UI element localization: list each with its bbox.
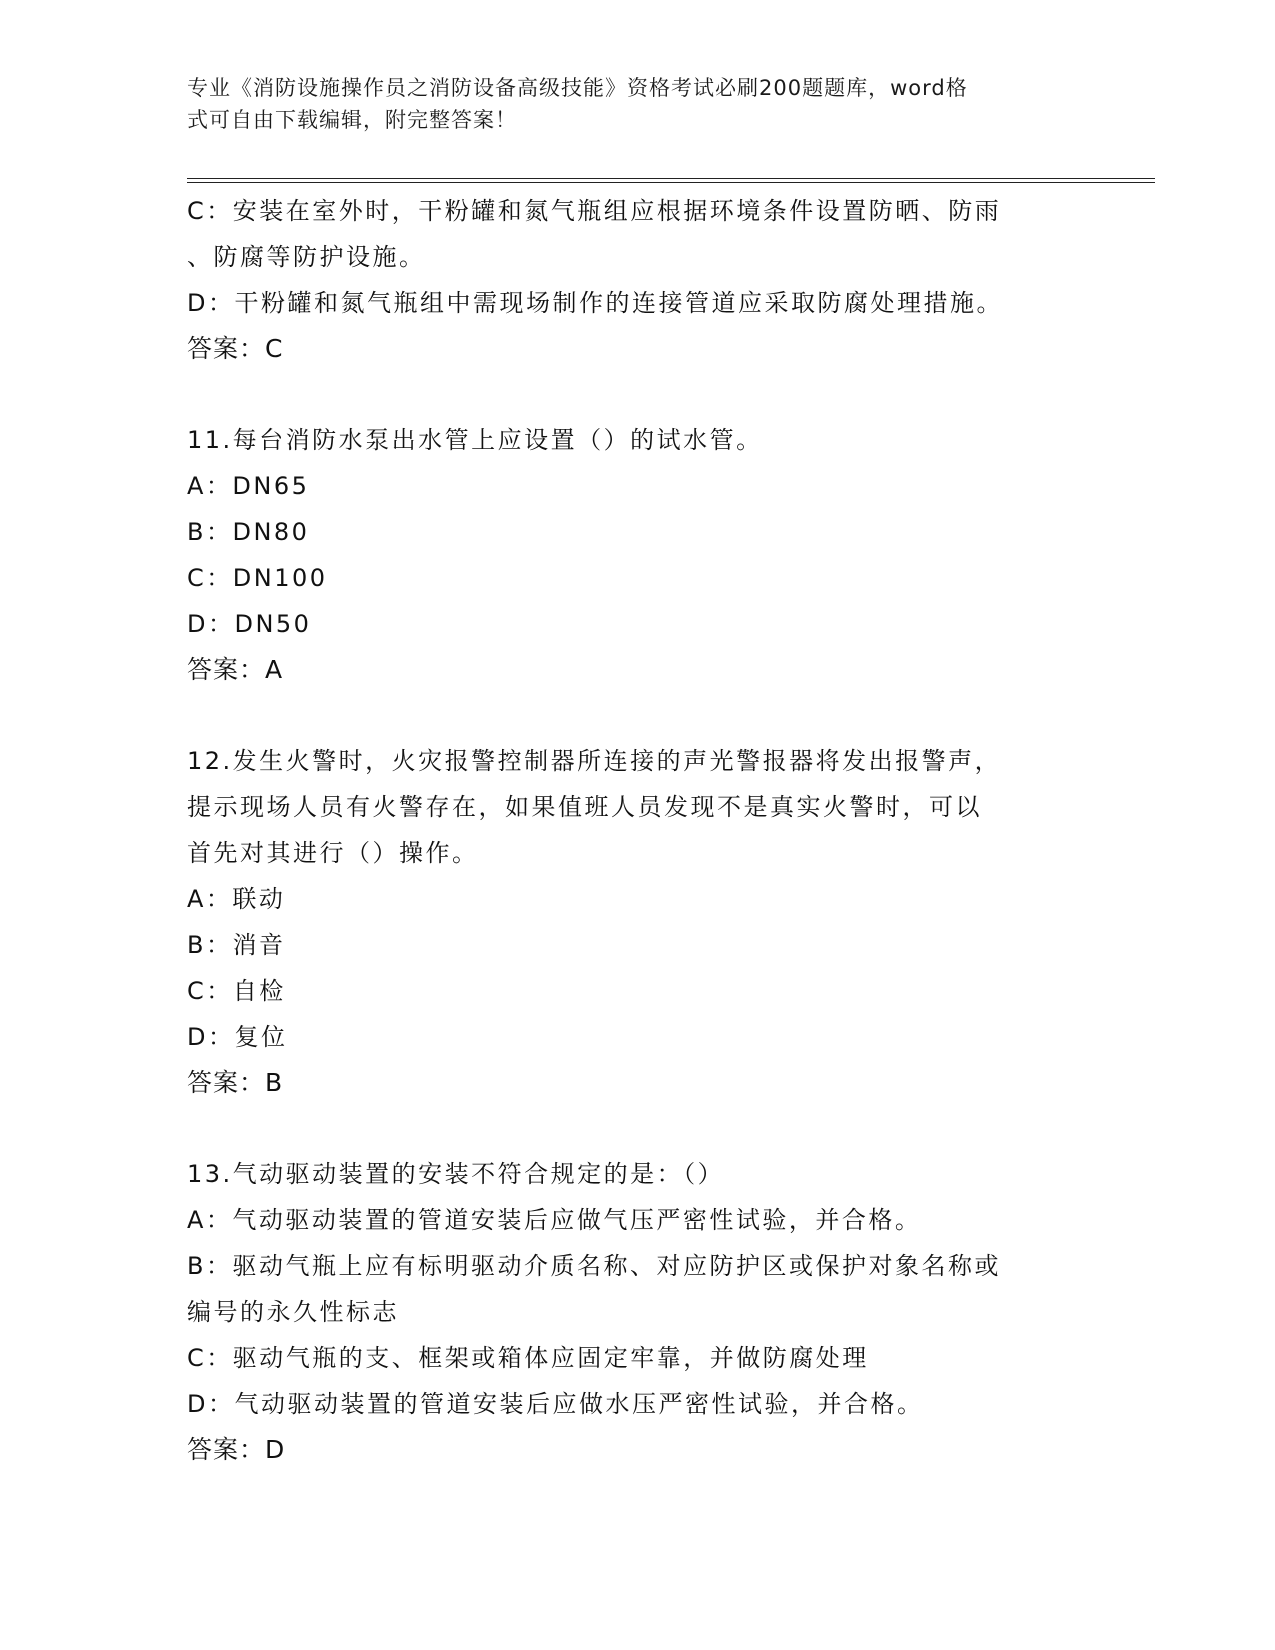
answer: 答案：B xyxy=(187,1068,284,1097)
option-c: C：DN100 xyxy=(187,564,328,592)
option-a: A：DN65 xyxy=(187,472,310,500)
option-c: C：驱动气瓶的支、框架或箱体应固定牢靠，并做防腐处理 xyxy=(187,1344,869,1372)
question-stem: 13.气动驱动装置的安装不符合规定的是：（） xyxy=(187,1160,725,1188)
option-c-line-1: C：安装在室外时，干粉罐和氮气瓶组应根据环境条件设置防晒、防雨 xyxy=(187,197,1002,225)
spacer xyxy=(187,372,1087,417)
option-b-line-1: B：驱动气瓶上应有标明驱动介质名称、对应防护区或保护对象名称或 xyxy=(187,1252,1001,1280)
answer: 答案：A xyxy=(187,655,284,684)
question-stem-line-1: 12.发生火警时，火灾报警控制器所连接的声光警报器将发出报警声， xyxy=(187,747,1002,775)
option-a: A：气动驱动装置的管道安装后应做气压严密性试验，并合格。 xyxy=(187,1206,922,1234)
header-title-line-2: 式可自由下载编辑，附完整答案！ xyxy=(187,108,517,132)
spacer xyxy=(187,693,1087,738)
option-d: D：复位 xyxy=(187,1023,288,1051)
question-stem: 11.每台消防水泵出水管上应设置（）的试水管。 xyxy=(187,426,763,454)
option-c-line-2: 、防腐等防护设施。 xyxy=(187,243,426,271)
option-b: B：DN80 xyxy=(187,518,310,546)
question-content xyxy=(187,188,1087,1473)
header-divider xyxy=(187,178,1155,183)
option-d: D：干粉罐和氮气瓶组中需现场制作的连接管道应采取防腐处理措施。 xyxy=(187,289,1003,317)
option-b-line-2: 编号的永久性标志 xyxy=(187,1298,399,1326)
question-stem-line-2: 提示现场人员有火警存在，如果值班人员发现不是真实火警时，可以 xyxy=(187,793,982,821)
answer: 答案：D xyxy=(187,1435,286,1464)
page-header xyxy=(187,72,1067,136)
header-title-line-1: 专业《消防设施操作员之消防设备高级技能》资格考试必刷200题题库，word格 xyxy=(187,76,968,100)
answer: 答案：C xyxy=(187,334,284,363)
question-stem-line-3: 首先对其进行（）操作。 xyxy=(187,839,479,867)
option-d: D：气动驱动装置的管道安装后应做水压严密性试验，并合格。 xyxy=(187,1390,924,1418)
option-d: D：DN50 xyxy=(187,610,312,638)
option-b: B：消音 xyxy=(187,931,286,959)
option-c: C：自检 xyxy=(187,977,286,1005)
option-a: A：联动 xyxy=(187,885,286,913)
question-12 xyxy=(187,738,1087,1106)
question-13 xyxy=(187,1151,1087,1473)
question-11 xyxy=(187,417,1087,693)
spacer xyxy=(187,1106,1087,1151)
previous-question xyxy=(187,188,1087,372)
